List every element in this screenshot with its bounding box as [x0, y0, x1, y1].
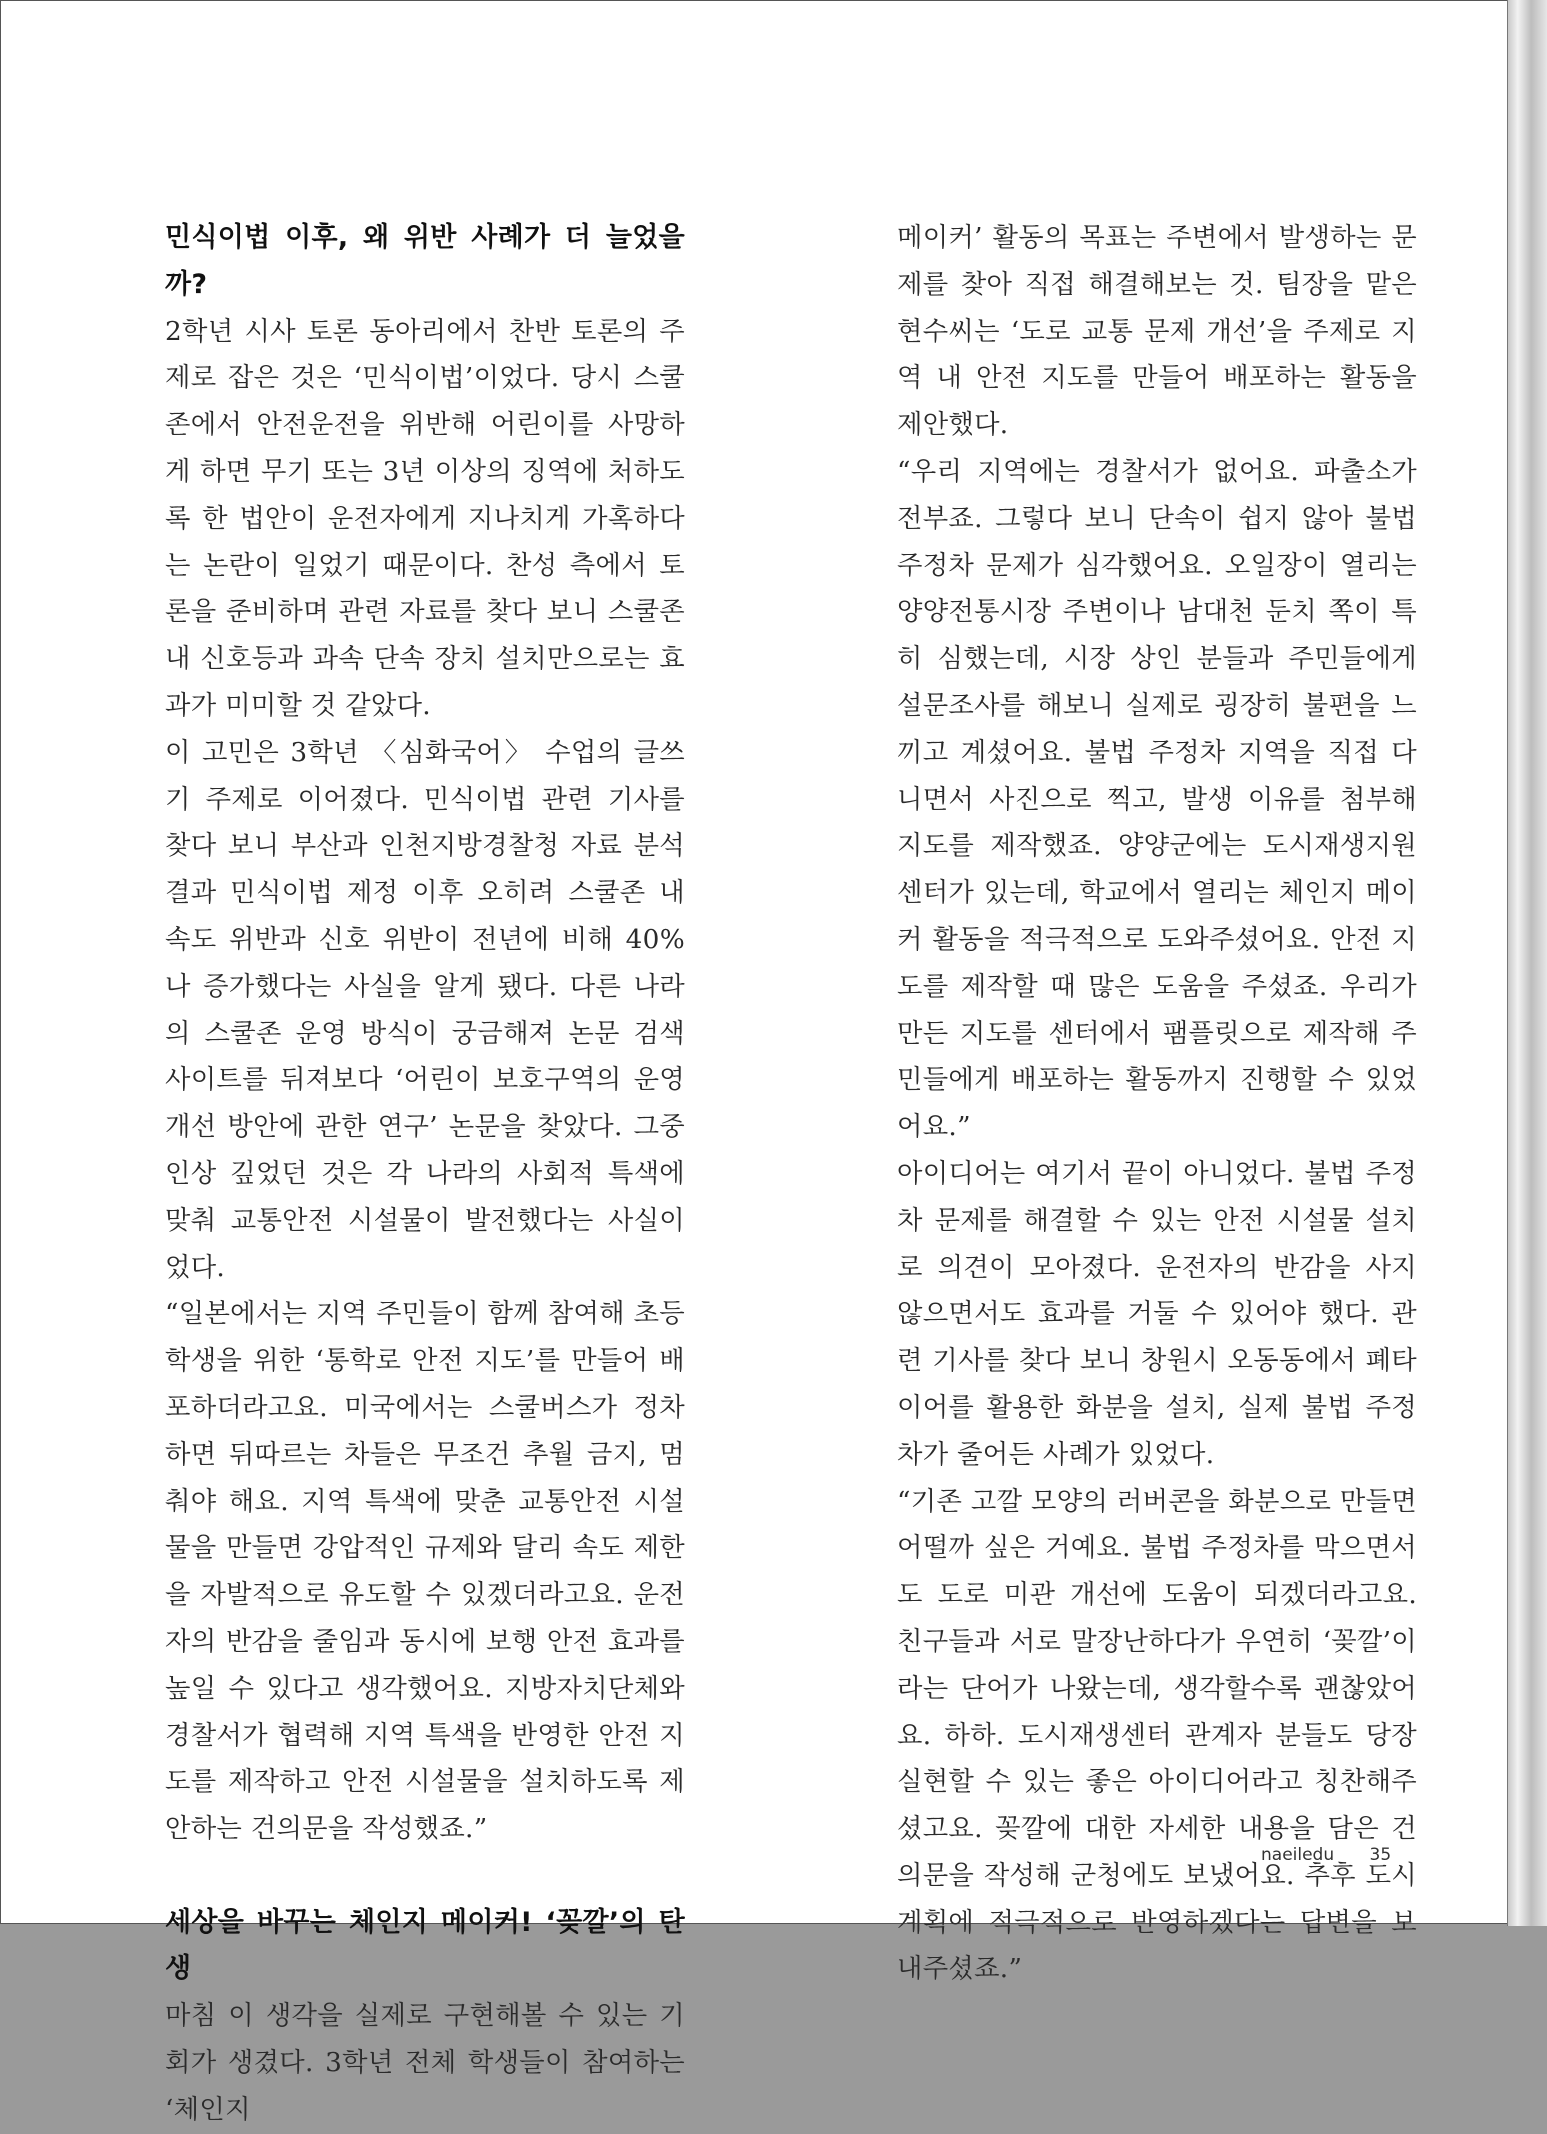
page-edge: [1507, 0, 1547, 1926]
page-footer: [1261, 1845, 1391, 1865]
paragraph: 아이디어는 여기서 끝이 아니었다. 불법 주정차 문제를 해결할 수 있는 안전 시설물 설치로 의견이 모아졌다. 운전자의 반감을 사지 않으면서도 효과를 거둘 수 있어야 했다. 관련 기사를 찾다 보니 창원시 오동동에서 폐타이어를 활용한 화분을 설치, 실제 불법 주정차가 줄어든 사례가 있었다.: [897, 1158, 1417, 1470]
left-column: [165, 215, 685, 2134]
paragraph: 2학년 시사 토론 동아리에서 찬반 토론의 주제로 잡은 것은 ‘민식이법’이었다. 당시 스쿨존에서 안전운전을 위반해 어린이를 사망하게 하면 무기 또는 3년 이상의 징역에 처하도록 한 법안이 운전자에게 지나치게 가혹하다는 논란이 일었기 때문이다. 찬성 측에서 토론을 준비하며 관련 자료를 찾다 보니 스쿨존 내 신호등과 과속 단속 장치 설치만으로는 효과가 미미할 것 같았다.: [165, 316, 685, 721]
paragraph: “우리 지역에는 경찰서가 없어요. 파출소가 전부죠. 그렇다 보니 단속이 쉽지 않아 불법 주정차 문제가 심각했어요. 오일장이 열리는 양양전통시장 주변이나 남대천 둔치 쪽이 특히 심했는데, 시장 상인 분들과 주민들에게 설문조사를 해보니 실제로 굉장히 불편을 느끼고 계셨어요. 불법 주정차 지역을 직접 다니면서 사진으로 찍고, 발생 이유를 첨부해 지도를 제작했죠. 양양군에는 도시재생지원센터가 있는데, 학교에서 열리는 체인지 메이커 활동을 적극적으로 도와주셨어요. 안전 지도를 제작할 때 많은 도움을 주셨죠. 우리가 만든 지도를 센터에서 팸플릿으로 제작해 주민들에게 배포하는 활동까지 진행할 수 있었어요.”: [897, 456, 1417, 1143]
paragraph: 메이커’ 활동의 목표는 주변에서 발생하는 문제를 찾아 직접 해결해보는 것. 팀장을 맡은 현수씨는 ‘도로 교통 문제 개선’을 주제로 지역 내 안전 지도를 만들어 배포하는 활동을 제안했다.: [897, 223, 1417, 441]
section-heading-1: 민식이법 이후, 왜 위반 사례가 더 늘었을까?: [165, 222, 685, 300]
paragraph: 마침 이 생각을 실제로 구현해볼 수 있는 기회가 생겼다. 3학년 전체 학생들이 참여하는 ‘체인지: [165, 2001, 685, 2125]
page-number: 35: [1369, 1845, 1392, 1865]
right-column: [897, 215, 1417, 1993]
section-heading-2: 세상을 바꾸는 체인지 메이커! ‘꽂깔’의 탄생: [165, 1906, 685, 1985]
paragraph: “일본에서는 지역 주민들이 함께 참여해 초등학생을 위한 ‘통학로 안전 지도’를 만들어 배포하더라고요. 미국에서는 스쿨버스가 정차하면 뒤따르는 차들은 무조건 추월 금지, 멈춰야 해요. 지역 특색에 맞춘 교통안전 시설물을 만들면 강압적인 규제와 달리 속도 제한을 자발적으로 유도할 수 있겠더라고요. 운전자의 반감을 줄임과 동시에 보행 안전 효과를 높일 수 있다고 생각했어요. 지방자치단체와 경찰서가 협력해 지역 특색을 반영한 안전 지도를 제작하고 안전 시설물을 설치하도록 제안하는 건의문을 작성했죠.”: [165, 1299, 685, 1845]
paragraph: “기존 고깔 모양의 러버콘을 화분으로 만들면 어떨까 싶은 거예요. 불법 주정차를 막으면서도 도로 미관 개선에 도움이 되겠더라고요. 친구들과 서로 말장난하다가 우연히 ‘꽂깔’이라는 단어가 나왔는데, 생각할수록 괜찮았어요. 하하. 도시재생센터 관계자 분들도 당장 실현할 수 있는 좋은 아이디어라고 칭찬해주셨고요. 꽂깔에 대한 자세한 내용을 담은 건의문을 작성해 군청에도 보냈어요. 추후 도시 계획에 적극적으로 반영하겠다는 답변을 보내주셨죠.”: [897, 1486, 1417, 1985]
paragraph: 이 고민은 3학년 〈심화국어〉 수업의 글쓰기 주제로 이어졌다. 민식이법 관련 기사를 찾다 보니 부산과 인천지방경찰청 자료 분석 결과 민식이법 제정 이후 오히려 스쿨존 내 속도 위반과 신호 위반이 전년에 비해 40%나 증가했다는 사실을 알게 됐다. 다른 나라의 스쿨존 운영 방식이 궁금해져 논문 검색 사이트를 뒤져보다 ‘어린이 보호구역의 운영 개선 방안에 관한 연구’ 논문을 찾았다. 그중 인상 깊었던 것은 각 나라의 사회적 특색에 맞춰 교통안전 시설물이 발전했다는 사실이었다.: [165, 737, 685, 1283]
section-spacer: [165, 1853, 685, 1900]
magazine-name: naeiledu: [1261, 1845, 1335, 1865]
